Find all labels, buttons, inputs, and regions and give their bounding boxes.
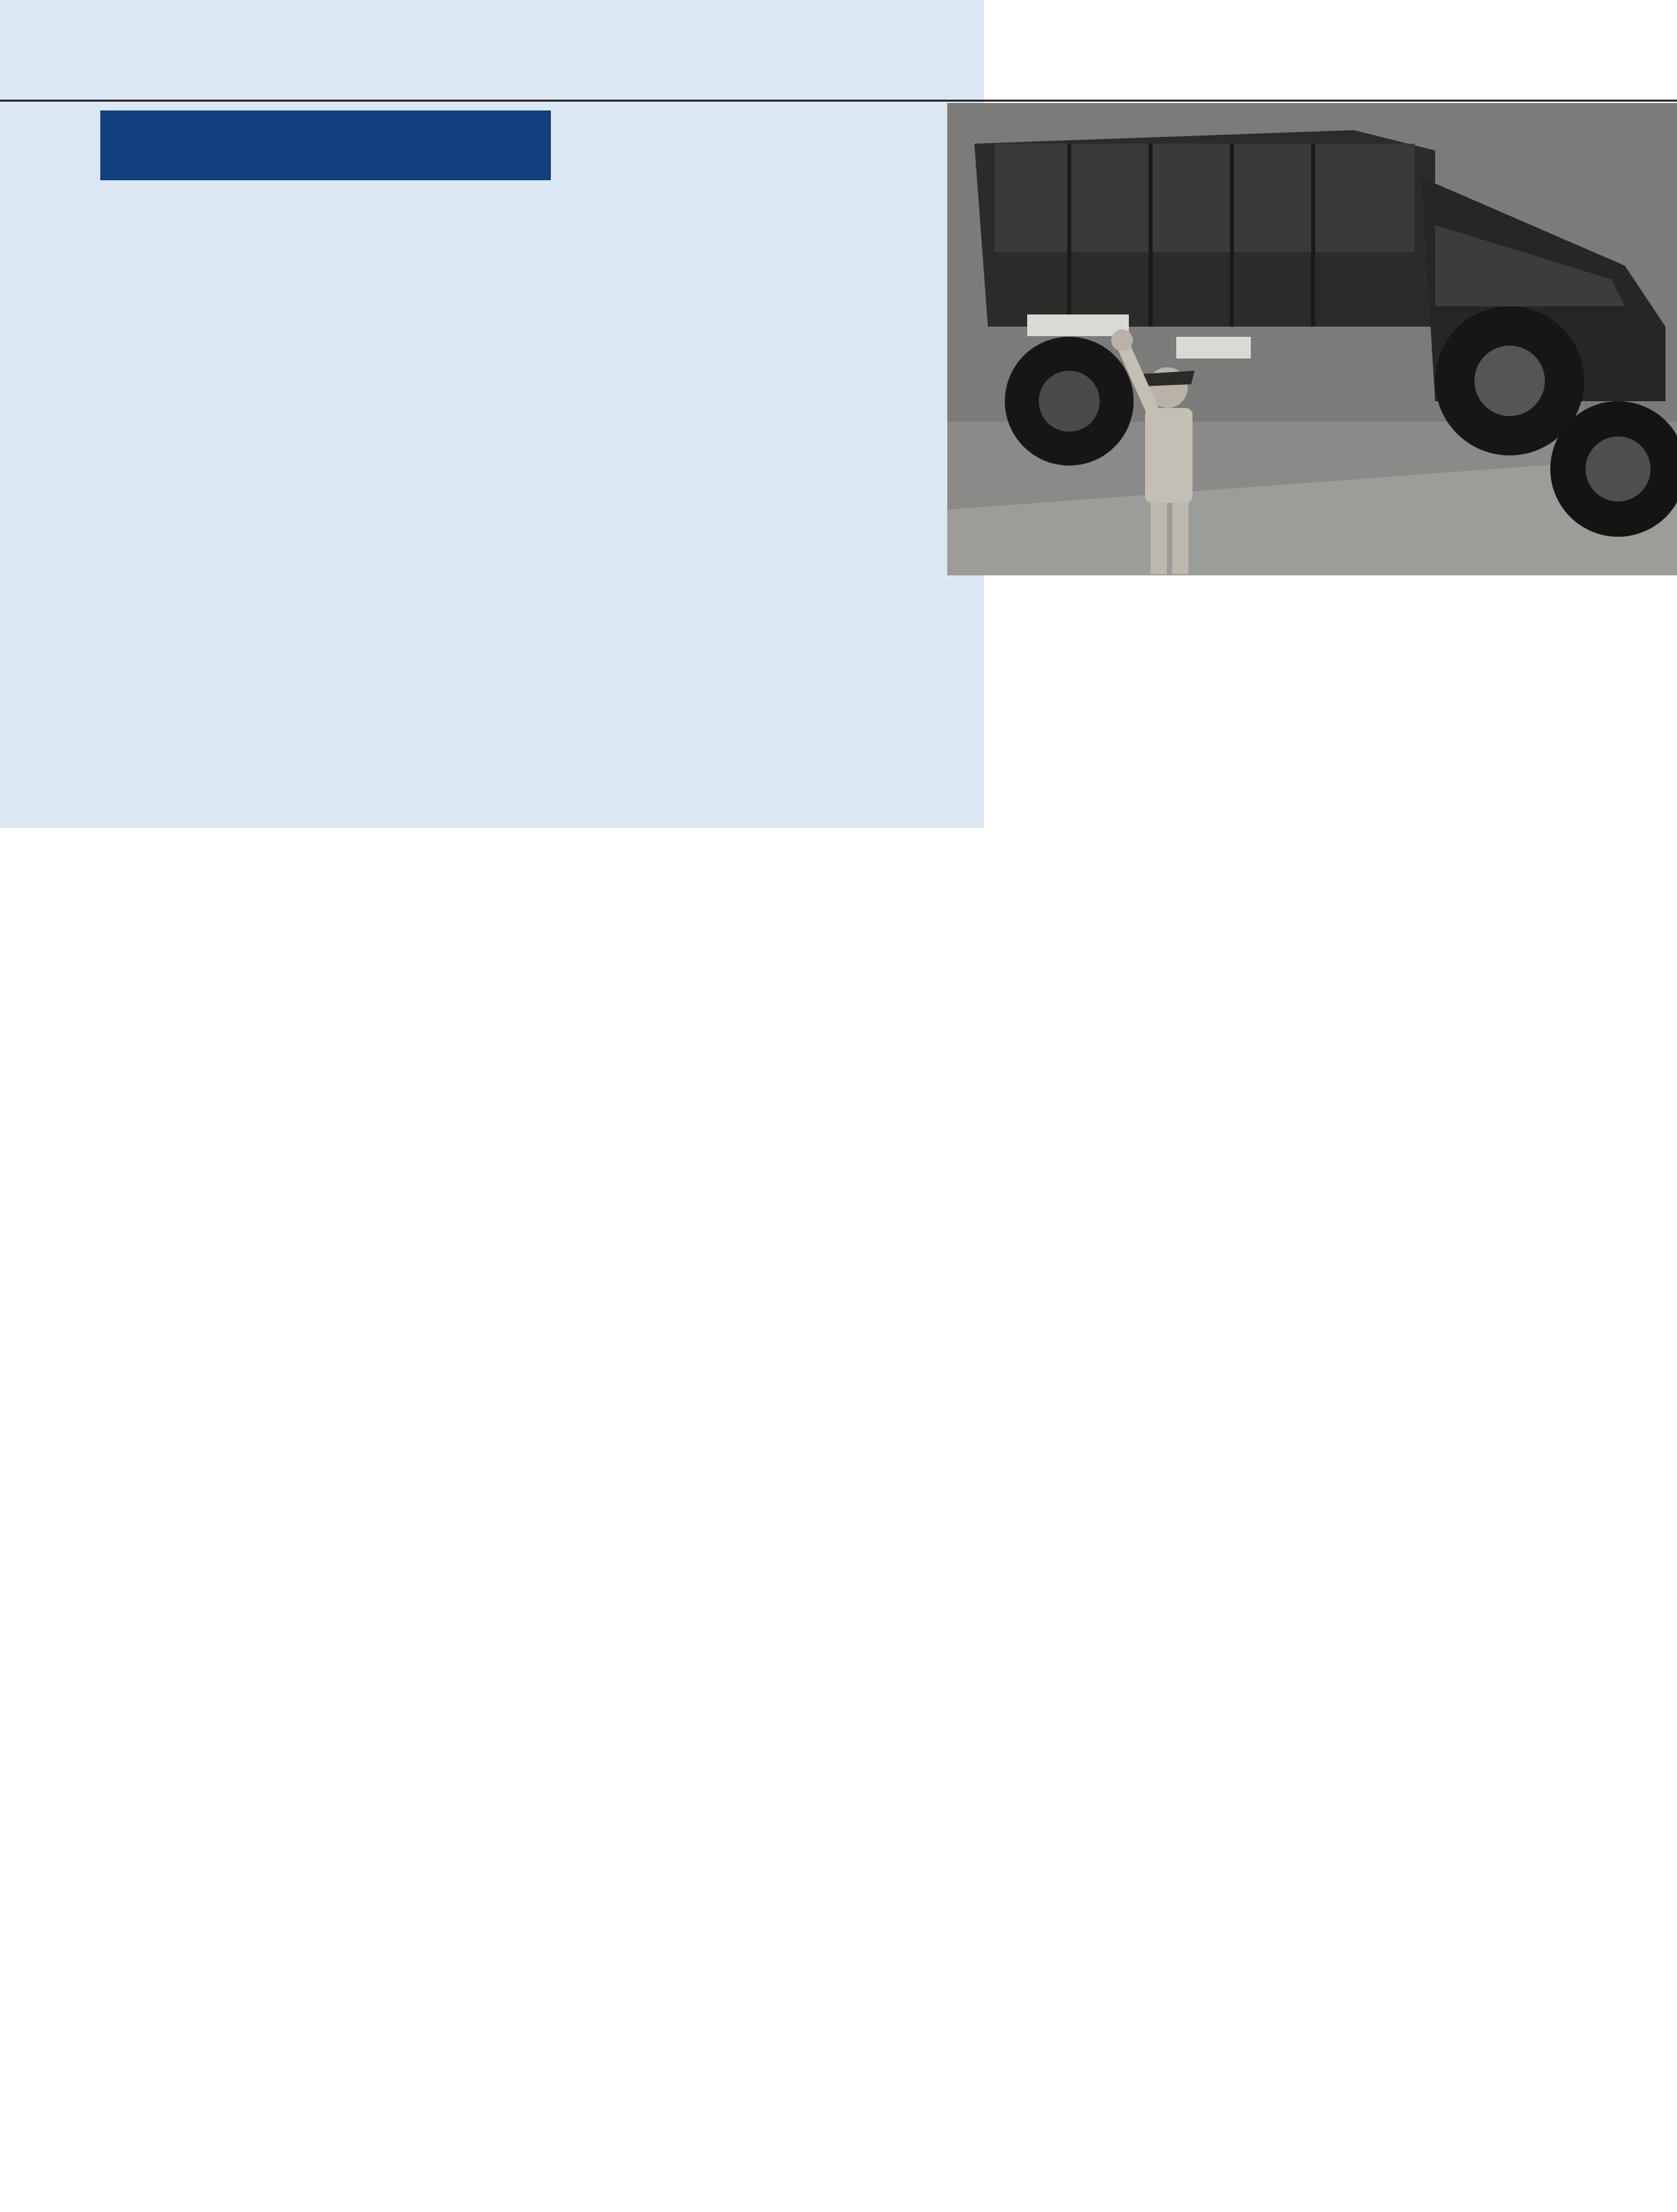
page-footer [0,2089,1677,2115]
top-rule [0,100,1677,102]
poem-title [100,110,551,180]
mail-truck-photo [947,103,1677,575]
mail-truck-illustration [947,103,1677,575]
